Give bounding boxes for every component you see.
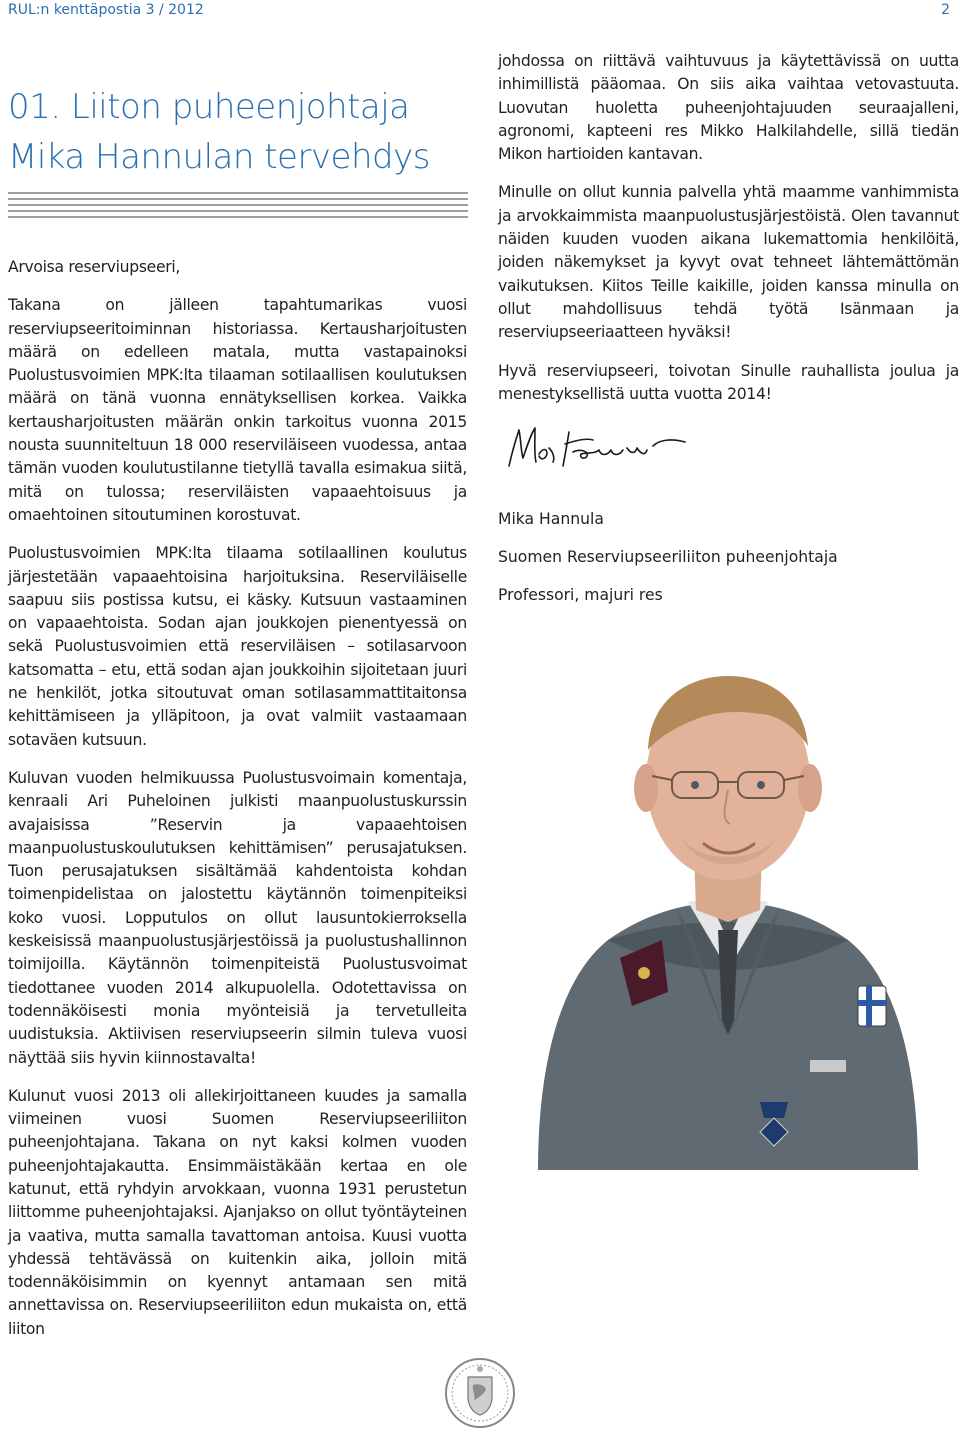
publication-header: RUL:n kenttäpostia 3 / 2012 [8,2,204,18]
greeting: Arvoisa reserviupseeri, [8,258,181,276]
signer-title: Professori, majuri res [498,586,663,604]
article-title [8,82,468,182]
paragraph: johdossa on riittävä vaihtuvuus ja käytettävissä on uutta inhimillistä pääomaa. On siis aika vaihtaa vetovastuuta. Luovutan huoletta puheenjohtajuuden seuraajalleni, agronomi, kapteeni res Mikko Halkilahdelle, sillä tiedän Mikon hartioiden kantavan. [498,52,959,164]
paragraph: Hyvä reserviupseeri, toivotan Sinulle rauhallista joulua ja menestyksellistä uutta vuotta 2014! [498,361,959,403]
paragraph: Kulunut vuosi 2013 oli allekirjoittaneen kuudes ja samalla viimeinen vuosi Suomen Reserviupseeriliiton puheenjohtajana. Takana on nyt kaksi kolmen vuoden puheenjohtajakautta. Ensimmäistäkään kertaa en ole katunut, että ryhdyin arvokkaan, vuonna 1931 perustetun liittomme puheenjohtajaksi. Ajanjakso on ollut työntäyteinen ja vaativa, mutta samalla tavattoman antoisa. Kuusi vuotta yhdessä tehtävässä on kuitenkin aika, jolloin mitä todennäköisimmin on kyennyt antamaan sen mitä annettavissa on. Reserviupseeriliiton edun mukaista on, että liiton [8,1086,467,1338]
paragraph: Puolustusvoimien MPK:lta tilaama sotilaallinen koulutus järjestetään vapaaehtoisina harjoituksina. Reserviläiselle saapuu siis postissa kutsu, ei käsky. Kutsuun vastaaminen on vapaaehtoista. Sodan ajan joukkojen pienentyessä on sekä Puolustusvoimien että reserviläisen – sotilasarvoon katsomatta – etu, että sodan ajan joukkoihin sijoitetaan juuri ne henkilöt, jotka sitoutuvat oman sotilasammattitaitonsa kehittämiseen ja ylläpitoon, ja ovat valmiit vastaamaan sotaväen kutsuun. [8,544,467,749]
right-column [498,50,959,421]
signature-icon [503,418,693,478]
paragraph: Kuluvan vuoden helmikuussa Puolustusvoimain komentaja, kenraali Ari Puheloinen julkisti maanpuolustuskurssin avajaisissa ”Reservin ja vapaaehtoisen maanpuolustuskoulutuksen kehittämisen” perusajatuksen. Tuon perusajatuksen sisältämää kahdentoista kohdan toimenpidelistaa on jalostettu käytännön toimenpiteiksi koko vuosi. Lopputulos on ollut lausuntokierroksella keskeisissä maanpuolustusjärjestöissä ja puolustushallinnon toimijoilla. Käytännön toimenpiteistä Puolustusvoimat tiedottanee vuoden 2014 alkupuolella. Odotettavissa on todennäköisesti monia myönteisiä ja tervetulleita uudistuksia. Aktiivisen reserviupseerin silmin tuleva vuosi näyttää siis hyvin kiinnostavalta! [8,768,467,1067]
paragraph: Takana on jälleen tapahtumarikas vuosi reserviupseeritoiminnan historiassa. Kertausharjoitusten määrä on edelleen matala, mutta vastapainoksi Puolustusvoimien MPK:lta tilaaman sotilaallisen koulutuksen määrä on tänä vuonna ennätyksellisen korkea. Vaikka kertausharjoitusten määrän onkin tarkoitus vuonna 2015 nousta suunniteltuun 18 000 reserviläiseen vuodessa, antaa tämän vuoden koulutustilanne tietyllä tavalla esimakua siitä, mitä on tulossa; reserviläisten vapaaehtoisuus ja omaehtoinen sitoutuminen korostuvat. [8,296,467,524]
article-title-line1: 01. Liiton puheenjohtaja [8,87,410,127]
lion-crest-icon [442,1355,518,1431]
signature-block [498,508,838,622]
left-column [8,256,467,1356]
portrait-photo [498,640,958,1170]
article-title-line2: Mika Hannulan tervehdys [8,137,430,177]
page-number: 2 [941,2,950,18]
signer-role: Suomen Reserviupseeriliiton puheenjohtaja [498,548,838,566]
title-divider [8,192,468,222]
signer-name: Mika Hannula [498,510,604,528]
paragraph: Minulle on ollut kunnia palvella yhtä maamme vanhimmista ja arvokkaimmista maanpuolustusjärjestöistä. Olen tavannut näiden kuuden vuoden aikana lukemattomia henkilöitä, joiden näkemykset ja kyvyt ovat tehneet lähtemättömän vaikutuksen. Kiitos Teille kaikille, joiden kanssa minulla on ollut mahdollisuus tehdä työtä Isänmaan ja reserviupseeriaatteen hyväksi! [498,183,959,342]
